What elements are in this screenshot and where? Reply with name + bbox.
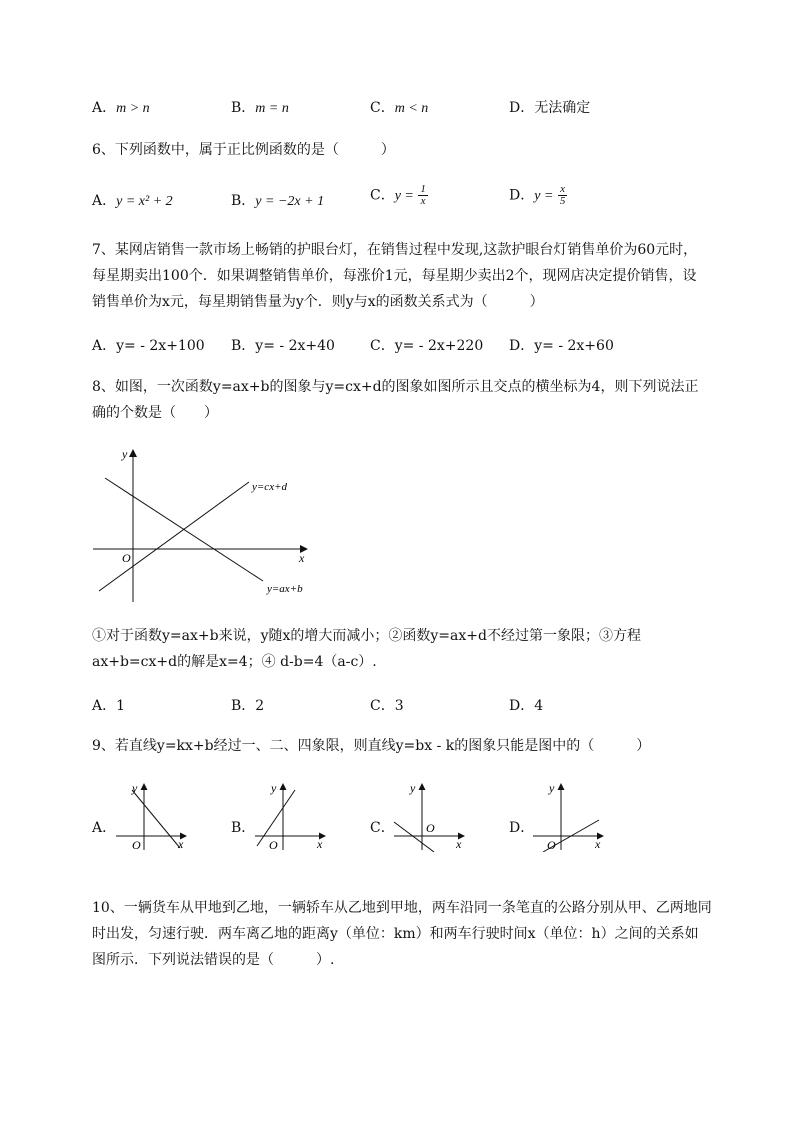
origin-label: O bbox=[122, 551, 131, 565]
q10-line-1: 10、一辆货车从甲地到乙地，一辆轿车从乙地到甲地，两车沿同一条笔直的公路分别从甲、乙两地同 bbox=[92, 900, 712, 916]
numerator: 1 bbox=[420, 183, 426, 195]
option-text: y= - 2x+60 bbox=[534, 338, 614, 354]
q8-option-d bbox=[509, 696, 543, 716]
q6-option-c bbox=[370, 184, 428, 207]
q5-option-a bbox=[92, 98, 150, 119]
option-text: y= - 2x+100 bbox=[116, 338, 205, 354]
option-letter: B． bbox=[231, 698, 256, 714]
option-text: m = n bbox=[255, 101, 289, 116]
q8-option-a bbox=[92, 696, 125, 716]
option-letter: C． bbox=[370, 698, 395, 714]
origin-label: O bbox=[547, 838, 556, 852]
option-text: 4 bbox=[534, 698, 544, 714]
q9-graph-a bbox=[112, 780, 192, 852]
denominator: 5 bbox=[559, 195, 566, 207]
q8-option-c bbox=[370, 696, 404, 716]
option-letter: D． bbox=[509, 698, 535, 714]
option-text: y = −2x + 1 bbox=[255, 194, 325, 209]
y-label: y bbox=[549, 781, 555, 795]
option-text: m < n bbox=[394, 101, 429, 116]
option-letter: C． bbox=[370, 100, 395, 116]
x-label: x bbox=[178, 837, 184, 851]
q10-line-3: 图所示．下列说法错误的是（ ）. bbox=[92, 952, 335, 968]
option-letter: C． bbox=[370, 338, 395, 354]
option-letter: B． bbox=[231, 338, 256, 354]
q8-line-1: 8、如图，一次函数y=ax+b的图象与y=cx+d的图象如图所示且交点的横坐标为4，则下列说法正 bbox=[92, 379, 699, 395]
q8-graph bbox=[85, 440, 325, 610]
y-label: y bbox=[271, 781, 277, 795]
x-label: x bbox=[595, 837, 601, 851]
option-prefix: y = bbox=[534, 188, 554, 204]
option-letter: A． bbox=[92, 338, 117, 354]
line-ax-b-label: y=ax+b bbox=[267, 583, 303, 595]
option-letter: A． bbox=[92, 820, 117, 836]
q7-option-c bbox=[370, 336, 483, 356]
q5-option-c bbox=[370, 98, 428, 119]
x-label: x bbox=[456, 837, 462, 851]
option-text: y= - 2x+220 bbox=[394, 338, 484, 354]
x-label: x bbox=[299, 551, 305, 565]
option-text: y= - 2x+40 bbox=[255, 338, 335, 354]
option-prefix: y = bbox=[394, 188, 414, 204]
option-letter: A． bbox=[92, 100, 117, 116]
q8-line-2: 确的个数是（ ） bbox=[92, 405, 218, 421]
q7-line-1: 7、某网店销售一款市场上畅销的护眼台灯，在销售过程中发现,这款护眼台灯销售单价为60元时， bbox=[92, 242, 698, 258]
x-label: x bbox=[317, 837, 323, 851]
option-text: 2 bbox=[255, 698, 265, 714]
q9-stem: 9、若直线y=kx+b经过一、二、四象限，则直线y=bx - k的图象只能是图中的（ ） bbox=[92, 738, 651, 754]
q7-option-a bbox=[92, 336, 205, 356]
option-text: 无法确定 bbox=[534, 100, 591, 116]
q6-option-b bbox=[231, 191, 324, 212]
q7-line-3: 销售单价为x元，每星期销售量为y个．则y与x的函数关系式为（ ） bbox=[92, 294, 544, 310]
q6-option-d bbox=[509, 184, 567, 207]
numerator: x bbox=[558, 184, 568, 196]
q5-option-b bbox=[231, 98, 289, 119]
q8-statements-2: ax+b=cx+d的解是x=4；④ d-b=4（a-c）. bbox=[92, 654, 377, 670]
option-text: 3 bbox=[394, 698, 404, 714]
option-text: m > n bbox=[116, 101, 150, 116]
option-text: 1 bbox=[116, 698, 126, 714]
q8-statements-1: ①对于函数y=ax+b来说，y随x的增大而减小；②函数y=ax+d不经过第一象限；③方程 bbox=[92, 628, 641, 644]
option-letter: D． bbox=[509, 187, 535, 204]
option-letter: A． bbox=[92, 698, 117, 714]
line-cx-d bbox=[99, 482, 249, 591]
fraction bbox=[418, 184, 428, 207]
q8-option-b bbox=[231, 696, 264, 716]
y-label: y bbox=[410, 781, 416, 795]
y-label: y bbox=[132, 781, 138, 795]
option-letter: B． bbox=[231, 100, 256, 116]
q5-option-d bbox=[509, 98, 590, 118]
option-letter: B． bbox=[231, 820, 256, 836]
option-text: y = x² + 2 bbox=[116, 194, 173, 209]
origin-label: O bbox=[132, 838, 141, 852]
fraction bbox=[558, 184, 568, 207]
option-letter: D． bbox=[509, 100, 535, 116]
q9-graph-d bbox=[529, 780, 609, 852]
option-letter: B． bbox=[231, 193, 256, 209]
option-letter: C． bbox=[370, 187, 395, 204]
q9-graph-c bbox=[390, 780, 470, 852]
option-letter: D． bbox=[509, 338, 535, 354]
option-letter: A． bbox=[92, 193, 117, 209]
line-cx-d-label: y=cx+d bbox=[252, 481, 287, 493]
q6-stem: 6、下列函数中，属于正比例函数的是（ ） bbox=[92, 142, 395, 158]
q7-option-b bbox=[231, 336, 335, 356]
denominator: x bbox=[420, 195, 426, 207]
q7-option-d bbox=[509, 336, 614, 356]
option-letter: D． bbox=[509, 820, 535, 836]
q7-line-2: 每星期卖出100个．如果调整销售单价，每涨价1元，每星期少卖出2个，现网店决定提价销售，设 bbox=[92, 268, 697, 284]
q10-line-2: 时出发，匀速行驶．两车离乙地的距离y（单位：km）和两车行驶时间x（单位：h）之间的关系如 bbox=[92, 926, 699, 942]
origin-label: O bbox=[269, 838, 278, 852]
option-letter: C． bbox=[370, 820, 395, 836]
origin-label: O bbox=[426, 821, 435, 835]
q9-graph-b bbox=[251, 780, 331, 852]
y-label: y bbox=[122, 447, 128, 461]
q6-option-a bbox=[92, 191, 173, 212]
